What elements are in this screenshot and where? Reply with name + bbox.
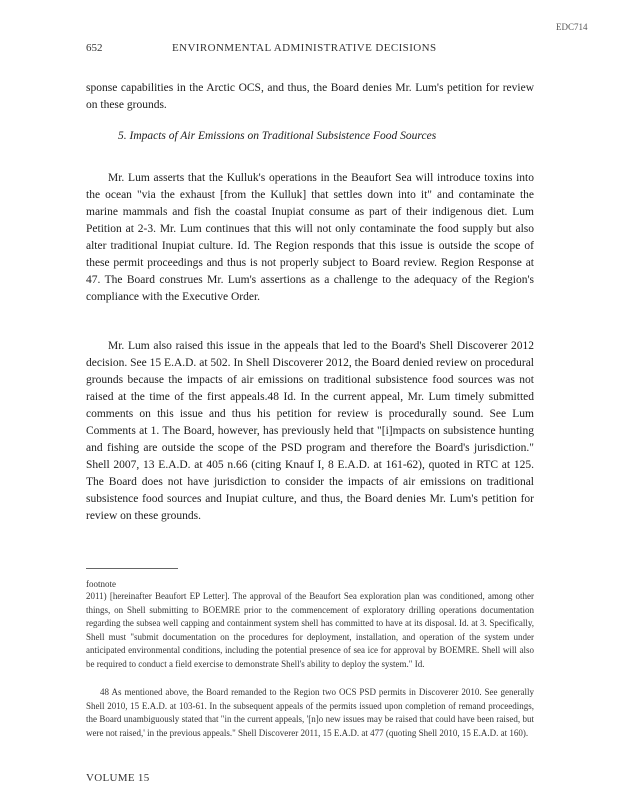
footnote-continued-label: footnote — [86, 579, 116, 589]
running-title: ENVIRONMENTAL ADMINISTRATIVE DECISIONS — [172, 42, 437, 54]
page-number: 652 — [86, 42, 103, 54]
paragraph-text: sponse capabilities in the Arctic OCS, and thus, the Board denies Mr. Lum's petition for review on these grounds. — [86, 82, 534, 111]
document-id: EDC714 — [556, 22, 588, 32]
paragraph-lum-assertions — [86, 170, 534, 306]
paragraph-text: Mr. Lum also raised this issue in the appeals that led to the Board's Shell Discoverer 2012 decision. See 15 E.A.D. at 502. In Shell Discoverer 2012, the Board denied review on procedural grounds because the impacts of air emissions on traditional subsistence food sources was not raised at the time of the first appeals.48 Id. In the current appeal, Mr. Lum timely submitted comments on this issue and thus his petition for review is procedurally sound. See Lum Comments at 1. The Board, however, has previously held that "[i]mpacts on subsistence hunting and fishing are outside the scope of the PSD program and therefore the Board's jurisdiction." Shell 2007, 13 E.A.D. at 405 n.66 (citing Knauf I, 8 E.A.D. at 161-62), quoted in RTC at 125. The Board does not have jurisdiction to consider the impacts of air emissions on traditional subsistence food sources and Inupiat culture, and thus, the Board denies Mr. Lum's petition for review on these grounds. — [86, 340, 534, 522]
footnote-text: 2011) [hereinafter Beaufort EP Letter]. The approval of the Beaufort Sea exploration plan was conditioned, among other things, on Shell submitting to BOEMRE prior to the commencement of exploratory drilling operations documentation regarding the subsea well capping and containment system shell has committed to have at its disposal. Id. at 3. Specifically, Shell must "submit documentation on the procedures for deployment, installation, and operation of the system under anticipated environmental conditions, including the potential presence of sea ice for approval by BOEMRE. Shell will also be required to conduct a field exercise to demonstrate Shell's ability to deploy the system." Id. — [86, 591, 534, 669]
footnote-divider — [86, 568, 178, 569]
paragraph-text: Mr. Lum asserts that the Kulluk's operations in the Beaufort Sea will introduce toxins into the ocean "via the exhaust [from the Kulluk] that settles down into it" and contaminate the marine mammals and fish the coastal Inupiat consume as part of their indigenous diet. Lum Petition at 2-3. Mr. Lum continues that this will not only contaminate the food supply but also alter traditional Inupiat culture. Id. The Region responds that this issue is outside the scope of these permit proceedings and thus is not properly subject to Board review. Region Response at 47. The Board construes Mr. Lum's assertions as a challenge to the adequacy of the Region's compliance with the Executive Order. — [86, 172, 534, 303]
section-heading: 5. Impacts of Air Emissions on Traditional Subsistence Food Sources — [118, 130, 437, 142]
volume-footer: VOLUME 15 — [86, 772, 150, 784]
paragraph-continued — [86, 80, 534, 114]
footnote-continued — [86, 590, 534, 671]
footnote-48 — [86, 686, 534, 740]
paragraph-board-decision — [86, 338, 534, 525]
footnote-text: 48 As mentioned above, the Board remanded to the Region two OCS PSD permits in Discoverer 2010. See generally Shell 2010, 15 E.A.D. at 103-61. In the subsequent appeals of the permits issued upon completion of remand proceedings, the Board unambiguously stated that "in the current appeals, '[n]o new issues may be raised that could have been raised, but were not raised,' in the previous appeals." Shell Discoverer 2011, 15 E.A.D. at 477 (quoting Shell 2010, 15 E.A.D. at 160). — [86, 687, 534, 738]
